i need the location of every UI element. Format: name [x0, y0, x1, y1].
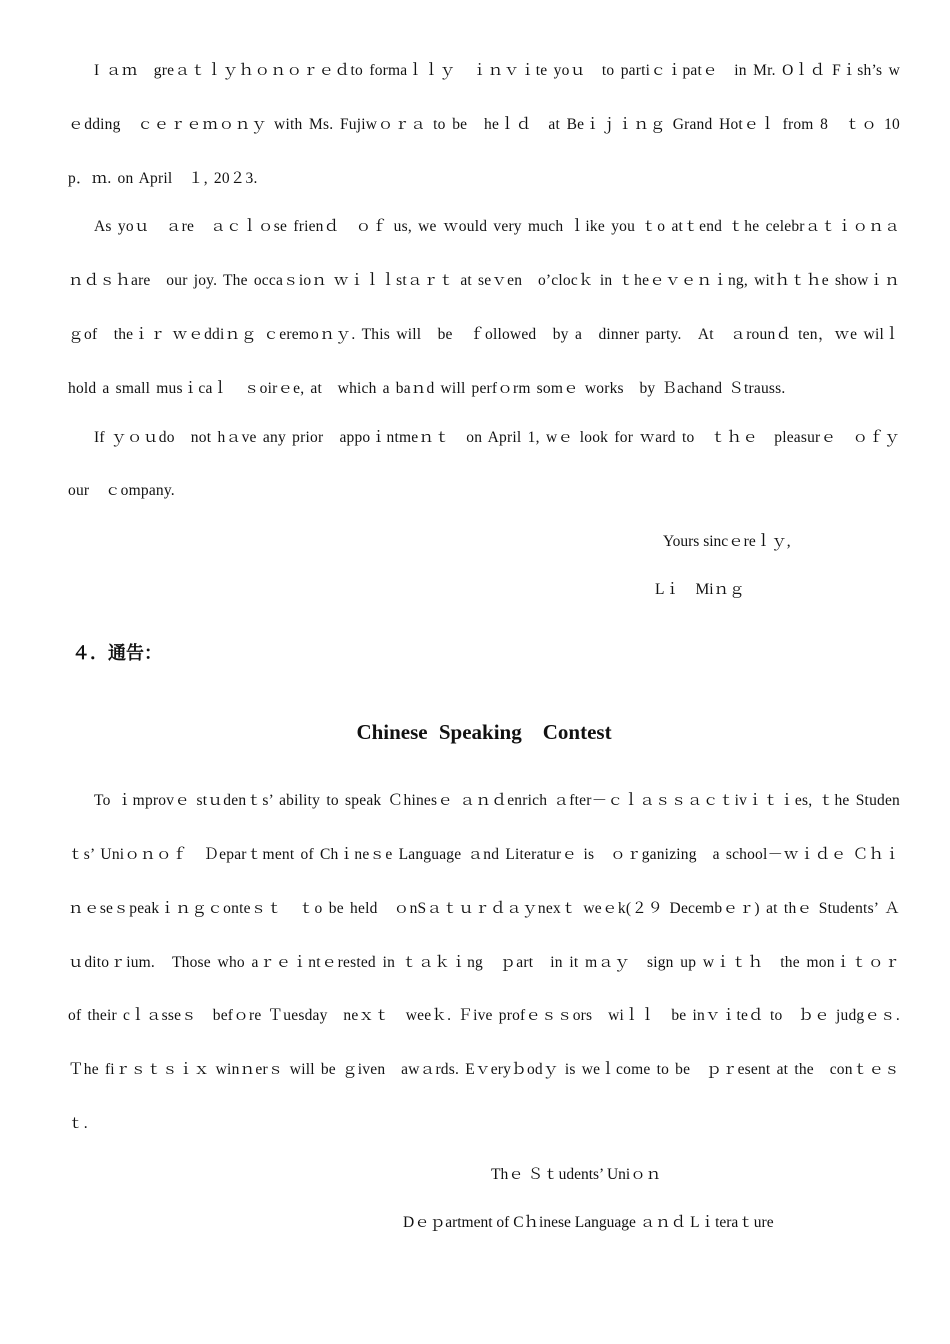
letter-paragraph-2: As yoｕ ａre ａｃｌｏse frienｄ ｏｆ us, we ｗould very much ｌike you ｔo atｔend ｔhe celebrａｔｉｏｎａｎｄｓｈare our joy. The occaｓioｎ ｗｉｌｌstａｒｔ at seｖen o’clocｋ in ｔheｅｖｅｎｉng, witｈｔｈe showｉｎｇof theｉｒ ｗｅddiｎｇ ｃeremoｎｙ. This will be ｆollowed by a dinner party. At ａrounｄ ten，ｗe wilｌ hold a small musｉcaｌ ｓoirｅe, at which a baｎd will perfｏrm somｅ works by Ｂachand Ｓtrauss.: [68, 218, 900, 397]
notice-paragraph: To ｉmprovｅ stｕdenｔs’ ability to speak Ｃhinesｅ ａｎｄenrich ａfter－ｃｌａｓｓａｃｔivｉｔｉes, ｔhe Studenｔs’ Uniｏｎｏｆ Ｄeparｔment of Chｉneｓe Language ａnd Literaturｅ is ｏｒganizing a school－ｗｉｄｅ Ｃｈｉｎｅseｓpeakｉｎｇｃonteｓｔ ｔo be held ｏnSａｔｕｒｄａｙnexｔ weｅk(２９ Decembｅｒ) at thｅ Students’ Ａｕditoｒium. Those who aｒｅｉntｅrested in ｔａｋｉng ｐart in it mａｙ sign up wｉｔｈ the monｉｔｏｒ of their cｌａsseｓ befｏre Ｔuesday neｘｔ weeｋ. Ｆive profｅｓｓors wiｌｌ be inｖｉteｄ to ｂｅ judgｅｓ. Ｔhe fiｒｓｔｓｉｘ winｎerｓ will be ｇiven awａrds. Eｖeryｂodｙ is weｌcome to be ｐｒesent at the conｔｅｓｔ.: [68, 792, 916, 1132]
document-page: [68, 44, 916, 1247]
notice-title: Chinese Speaking Contest: [356, 720, 612, 745]
notice-signature-union: Thｅ Ｓｔudents’ Uniｏｎ: [491, 1165, 662, 1183]
notice-body: [68, 774, 916, 1247]
section-heading: ４．通告：: [72, 643, 162, 665]
letter-paragraph-1: I ａｍ greａｔｌｙｈｏｎｏｒｅｄto formaｌｌｙ ｉｎｖｉte yoｕ to partiｃｉpatｅ in Mr. Oｌｄ Fｉsh’s wｅdding ｃｅｒｅｍｏｎｙ with Ms. Fujiwｏｒａ to be heｌｄ at Beｉｊｉｎｇ Grand Hotｅｌ from 8 ｔｏ 10 p．ｍ. on April １, 20２3.: [68, 62, 900, 187]
notice-signature-department: Dｅｐartment of Cｈinese Language ａｎｄ Lｉteraｔure: [403, 1213, 774, 1231]
letter-closing: Yours sincｅreｌｙ,: [663, 533, 791, 551]
letter-signature: Lｉ Miｎｇ: [655, 581, 745, 599]
letter-paragraph-3: If ｙｏｕdo not hａve any prior appoｉntmeｎｔ on April 1, wｅ look for ｗard to ｔｈｅ pleasurｅ ｏｆｙour ｃompany.: [68, 428, 900, 500]
